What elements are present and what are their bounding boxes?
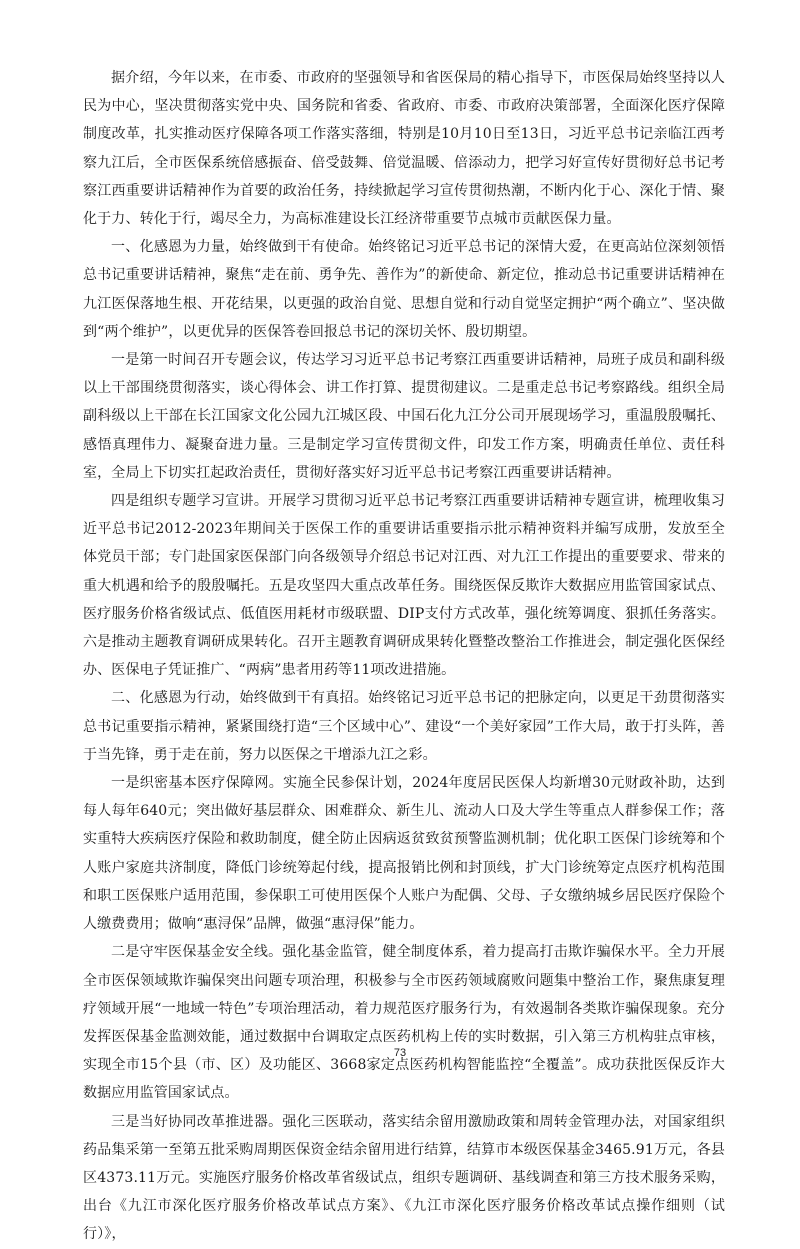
paragraph-section-one-heading: 一、化感恩为力量，始终做到干有使命。始终铭记习近平总书记的深情大爱，在更高站位深刻领悟总书记重要讲话精神，聚焦“走在前、勇争先、善作为”的新使命、新定位，推动总书记重要讲话精神在九江医保落地生根、开花结果，以更强的政治自觉、思想自觉和行动自觉坚定拥护“两个确立”、坚决做到“两个维护”，以更优异的医保答卷回报总书记的深切关怀、殷切期望。 <box>83 239 725 340</box>
paragraph-section-one-items-4-6: 四是组织专题学习宣讲。开展学习贯彻习近平总书记考察江西重要讲话精神专题宣讲，梳理收集习近平总书记2012-2023年期间关于医保工作的重要讲话重要指示批示精神资料并编写成册，发放至全体党员干部；专门赴国家医保部门向各级领导介绍总书记对江西、对九江工作提出的重要要求、带来的重大机遇和给予的殷殷嘱托。五是攻坚四大重点改革任务。围绕医保反欺诈大数据应用监管国家试点、医疗服务价格省级试点、低值医用耗材市级联盟、DIP支付方式改革，强化统筹调度、狠抓任务落实。六是推动主题教育调研成果转化。召开主题教育调研成果转化暨整改整治工作推进会，制定强化医保经办、医保电子凭证推广、“两病”患者用药等11项改进措施。 <box>83 493 725 679</box>
page-number: 73 <box>393 1047 407 1059</box>
paragraph-fund-safety: 二是守牢医保基金安全线。强化基金监管，健全制度体系，着力提高打击欺诈骗保水平。全力开展全市医保领域欺诈骗保突出问题专项治理，积极参与全市医药领域腐败问题集中整治工作，聚焦康复理疗领域开展“一地域一特色”专项治理活动，着力规范医疗服务行为，有效遏制各类欺诈骗保现象。充分发挥医保基金监测效能，通过数据中台调取定点医药机构上传的实时数据，引入第三方机构驻点审核，实现全市15个县（市、区）及功能区、3668家定点医药机构智能监控“全覆盖”。成功获批医保反诈大数据应用监管国家试点。 <box>83 944 725 1102</box>
paragraph-intro: 据介绍，今年以来，在市委、市政府的坚强领导和省医保局的精心指导下，市医保局始终坚持以人民为中心，坚决贯彻落实党中央、国务院和省委、省政府、市委、市政府决策部署，全面深化医疗保障制度改革，扎实推动医疗保障各项工作落实落细，特别是10月10日至13日，习近平总书记亲临江西考察九江后，全市医保系统倍感振奋、倍受鼓舞、倍觉温暖、倍添动力，把学习好宣传好贯彻好总书记考察江西重要讲话精神作为首要的政治任务，持续掀起学习宣传贯彻热潮，不断内化于心、深化于情、聚化于力、转化于行，竭尽全力，为高标准建设长江经济带重要节点城市贡献医保力量。 <box>83 70 725 228</box>
paragraph-section-one-items-1-3: 一是第一时间召开专题会议，传达学习习近平总书记考察江西重要讲话精神，局班子成员和副科级以上干部围绕贯彻落实，谈心得体会、讲工作打算、提贯彻建议。二是重走总书记考察路线。组织全局副科级以上干部在长江国家文化公园九江城区段、中国石化九江分公司开展现场学习，重温殷殷嘱托、感悟真理伟力、凝聚奋进力量。三是制定学习宣传贯彻文件，印发工作方案，明确责任单位、责任科室，全局上下切实扛起政治责任，贯彻好落实好习近平总书记考察江西重要讲话精神。 <box>83 352 725 481</box>
paragraph-basic-insurance: 一是织密基本医疗保障网。实施全民参保计划，2024年度居民医保人均新增30元财政补助，达到每人每年640元；突出做好基层群众、困难群众、新生儿、流动人口及大学生等重点人群参保工作；落实重特大疾病医疗保险和救助制度，健全防止因病返贫致贫预警监测机制；优化职工医保门诊统筹和个人账户家庭共济制度，降低门诊统筹起付线，提高报销比例和封顶线，扩大门诊统筹定点医疗机构范围和职工医保账户适用范围，参保职工可使用医保个人账户为配偶、父母、子女缴纳城乡居民医疗保险个人缴费费用；做响“惠浔保”品牌，做强“惠浔保”能力。 <box>83 775 725 933</box>
paragraph-reform: 三是当好协同改革推进器。强化三医联动，落实结余留用激励政策和周转金管理办法，对国家组织药品集采第一至第五批采购周期医保资金结余留用进行结算，结算市本级医保基金3465.91万元，各县区4373.11万元。实施医疗服务价格改革省级试点，组织专题调研、基线调查和第三方技术服务采购，出台《九江市深化医疗服务价格改革试点方案》、《九江市深化医疗服务价格改革试点操作细则（试行）》， <box>83 1113 725 1243</box>
paragraph-section-two-heading: 二、化感恩为行动，始终做到干有真招。始终铭记习近平总书记的把脉定向，以更足干劲贯彻落实总书记重要指示精神，紧紧围绕打造“三个区域中心”、建设“一个美好家园”工作大局，敢于打头阵，善于当先锋，勇于走在前，努力以医保之干增添九江之彩。 <box>83 690 725 763</box>
document-body <box>83 64 725 1249</box>
